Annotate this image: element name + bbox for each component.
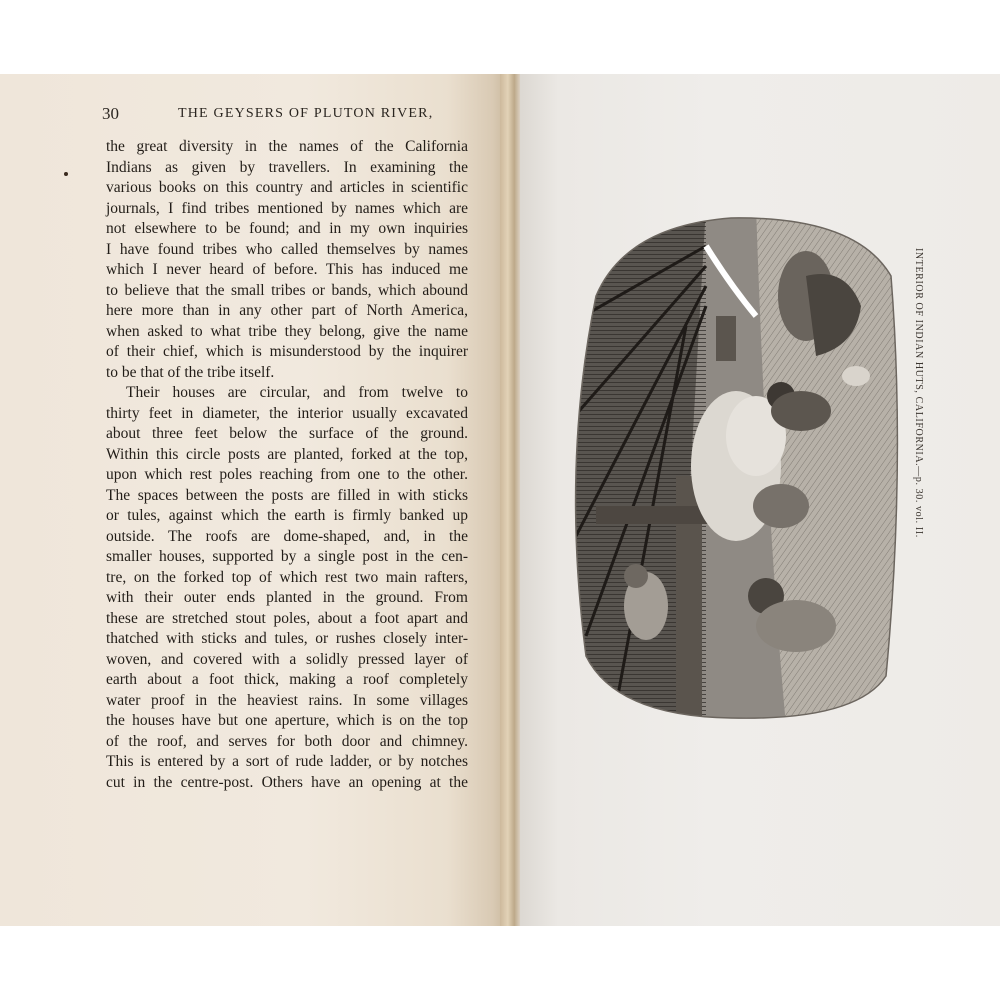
- text-line: woven, and covered with a solidly pressed layer of: [106, 650, 468, 668]
- plate-caption-text: INTERIOR OF INDIAN HUTS, CALIFORNIA.—p. 30. vol. II.: [913, 248, 924, 538]
- text-line: of their chief, which is misunderstood by the inquirer: [106, 343, 468, 360]
- text-line: thirty feet in diameter, the interior usually excavated: [106, 404, 468, 422]
- engraving-plate: [556, 206, 904, 726]
- text-line: the great diversity in the names of the California: [106, 138, 468, 155]
- text-line: smaller houses, supported by a single post in the cen-: [106, 548, 468, 565]
- text-line: Indians as given by travellers. In examining the: [106, 158, 468, 176]
- text-line: these are stretched stout poles, about a foot apart and: [106, 609, 468, 627]
- text-line: thatched with sticks and tules, or rushes closely inter-: [106, 630, 468, 647]
- plate-caption: [904, 248, 930, 698]
- page-number: 30: [102, 104, 119, 123]
- text-line: which I never heard of before. This has induced me: [106, 261, 468, 278]
- text-line: water proof in the heaviest rains. In some villages: [106, 691, 468, 709]
- text-line: the houses have but one aperture, which is on the top: [106, 712, 468, 729]
- text-line: with their outer ends planted in the ground. From: [106, 589, 468, 606]
- text-line: to believe that the small tribes or bands, which abound: [106, 281, 468, 299]
- text-line: of the roof, and serves for both door and chimney.: [106, 732, 468, 750]
- text-line: outside. The roofs are dome-shaped, and, in the: [106, 527, 468, 545]
- text-line: when asked to what tribe they belong, give the name: [106, 322, 468, 340]
- text-line: The spaces between the posts are filled in with sticks: [106, 486, 468, 504]
- text-line: I have found tribes who called themselves by names: [106, 240, 468, 258]
- text-line: cut in the centre-post. Others have an opening at the: [106, 773, 468, 791]
- running-head: [102, 104, 474, 126]
- running-head-title: THE GEYSERS OF PLUTON RIVER,: [178, 106, 434, 121]
- text-line: This is entered by a sort of rude ladder, or by notches: [106, 753, 468, 770]
- text-line: to be that of the tribe itself.: [106, 363, 275, 381]
- body-text: [106, 137, 468, 793]
- text-line: upon which rest poles reaching from one to the other.: [106, 466, 468, 483]
- text-line: earth about a foot thick, making a roof completely: [106, 671, 468, 688]
- text-line: Their houses are circular, and from twelve to: [126, 384, 468, 401]
- text-line: various books on this country and articles in scientific: [106, 179, 468, 196]
- text-line: Within this circle posts are planted, forked at the top,: [106, 445, 468, 463]
- text-line: about three feet below the surface of the ground.: [106, 425, 468, 442]
- text-line: tre, on the forked top of which rest two main rafters,: [106, 568, 468, 586]
- text-line: not elsewhere to be found; and in my own inquiries: [106, 220, 468, 237]
- text-line: or tules, against which the earth is firmly banked up: [106, 507, 468, 524]
- text-line: journals, I find tribes mentioned by names which are: [106, 199, 468, 217]
- ink-mark: [64, 172, 68, 176]
- hut-interior-engraving: [556, 206, 904, 726]
- text-line: here more than in any other part of North America,: [106, 302, 468, 319]
